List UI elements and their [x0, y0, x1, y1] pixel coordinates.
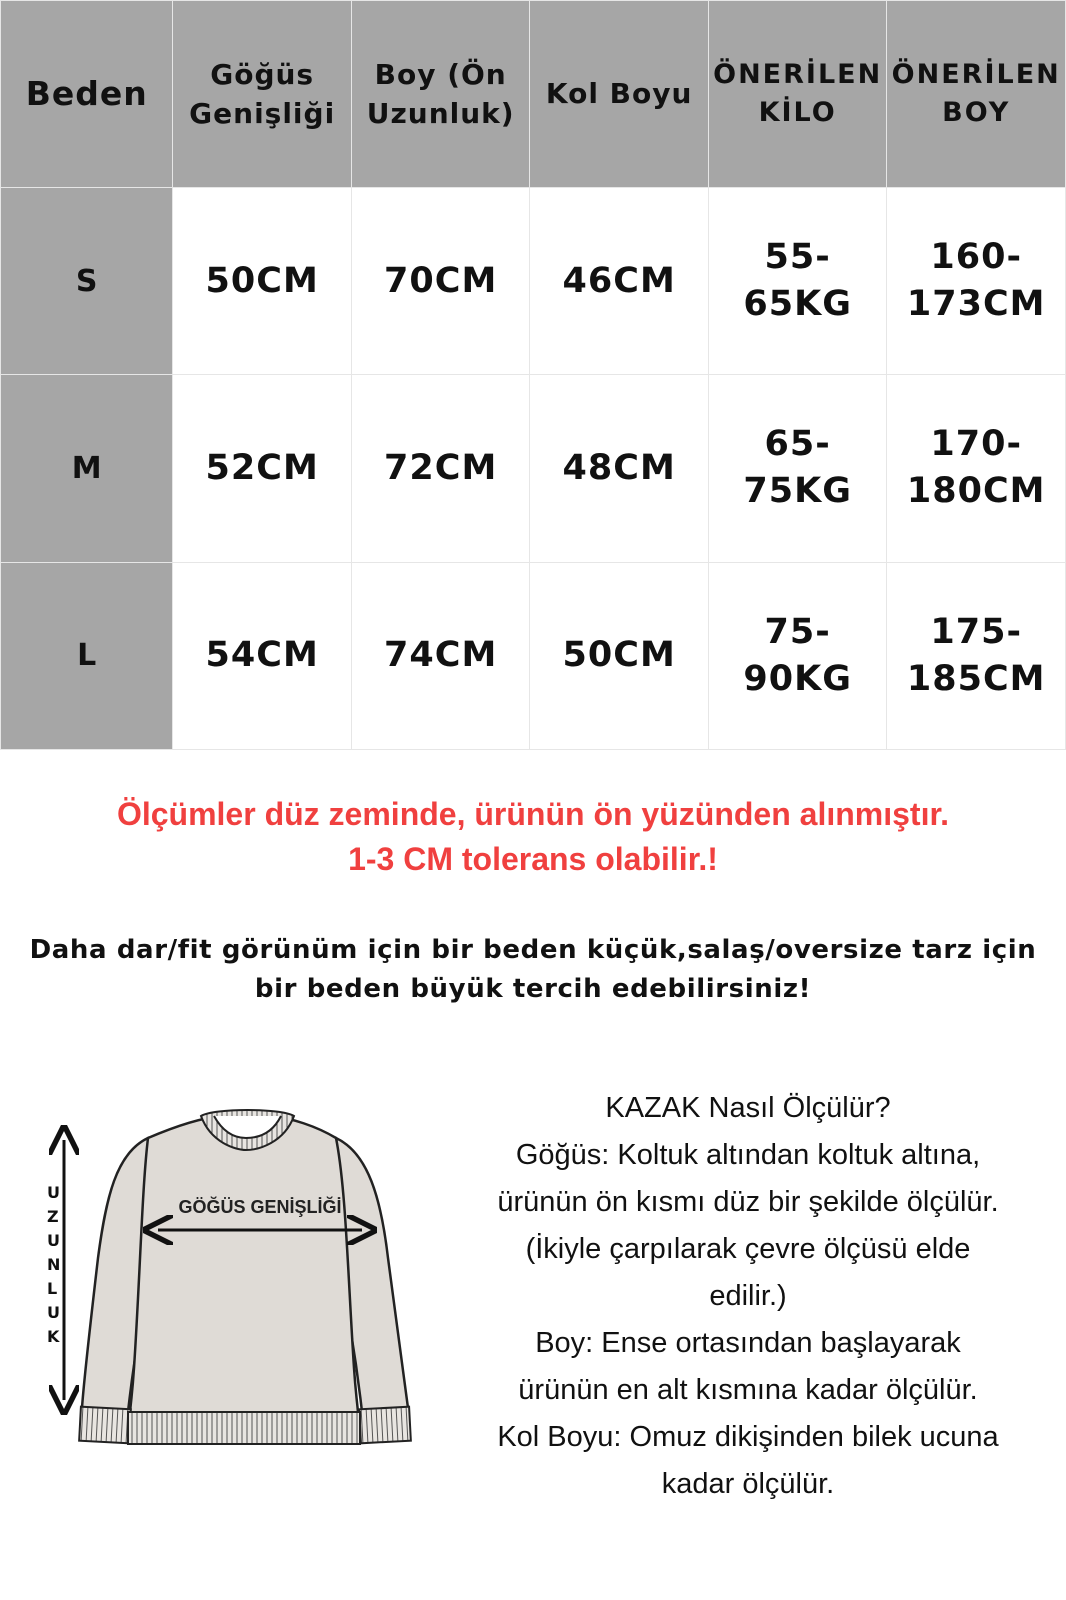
header-beden: Beden: [1, 1, 173, 188]
guide-line: Kol Boyu: Omuz dikişinden bilek ucuna: [497, 1421, 999, 1453]
guide-line: edilir.): [709, 1280, 787, 1312]
size-label: S: [1, 188, 173, 375]
size-chart-table: [0, 0, 1066, 750]
chest-value: 54CM: [173, 562, 352, 749]
header-boy: Boy (Ön Uzunluk): [351, 1, 530, 188]
table-header-row: [1, 1, 1066, 188]
table-row: [1, 188, 1066, 375]
height-value: 160- 173CM: [887, 188, 1066, 375]
guide-line: Boy: Ense ortasından başlayarak: [535, 1327, 961, 1359]
sleeve-value: 46CM: [530, 188, 709, 375]
guide-line: kadar ölçülür.: [661, 1468, 835, 1500]
fit-advice: [0, 931, 1066, 1009]
disclaimer-line-2: 1-3 CM tolerans olabilir.!: [348, 841, 718, 877]
table-row: [1, 375, 1066, 562]
sleeve-value: 50CM: [530, 562, 709, 749]
height-value: 175- 185CM: [887, 562, 1066, 749]
size-label: M: [1, 375, 173, 562]
height-value: 170- 180CM: [887, 375, 1066, 562]
length-label-letter: U: [47, 1183, 60, 1202]
length-label-letter: Z: [47, 1207, 59, 1226]
left-cuff: [79, 1407, 131, 1444]
measurement-disclaimer: [0, 792, 1066, 882]
right-cuff: [359, 1407, 411, 1444]
guide-title: KAZAK Nasıl Ölçülür?: [605, 1092, 891, 1124]
header-gogus-genisligi: Göğüs Genişliği: [173, 1, 352, 188]
length-label: [47, 1183, 60, 1346]
sweater-body: [130, 1116, 358, 1414]
chest-width-label: GÖĞÜS GENİŞLİĞİ: [178, 1197, 342, 1217]
chest-value: 52CM: [173, 375, 352, 562]
header-onerilen-kilo: ÖNERİLEN KİLO: [708, 1, 887, 188]
length-label-letter: U: [47, 1303, 60, 1322]
weight-value: 65- 75KG: [708, 375, 887, 562]
sleeve-value: 48CM: [530, 375, 709, 562]
length-label-letter: L: [47, 1279, 58, 1298]
fit-advice-line-1: Daha dar/fit görünüm için bir beden küçük,salaş/oversize tarz için: [29, 935, 1037, 965]
guide-line: (İkiyle çarpılarak çevre ölçüsü elde: [525, 1233, 971, 1265]
chest-value: 50CM: [173, 188, 352, 375]
sweater-diagram: [36, 1108, 456, 1508]
guide-line: ürünün en alt kısmına kadar ölçülür.: [518, 1374, 978, 1406]
disclaimer-line-1: Ölçümler düz zeminde, ürünün ön yüzünden alınmıştır.: [116, 796, 950, 832]
weight-value: 75- 90KG: [708, 562, 887, 749]
table-row: [1, 562, 1066, 749]
length-label-letter: K: [47, 1327, 60, 1346]
size-label: L: [1, 562, 173, 749]
length-value: 70CM: [351, 188, 530, 375]
length-label-letter: N: [47, 1255, 61, 1274]
fit-advice-line-2: bir beden büyük tercih edebilirsiniz!: [254, 974, 812, 1004]
length-value: 72CM: [351, 375, 530, 562]
weight-value: 55- 65KG: [708, 188, 887, 375]
guide-line: ürünün ön kısmı düz bir şekilde ölçülür.: [497, 1186, 999, 1218]
guide-line: Göğüs: Koltuk altından koltuk altına,: [515, 1139, 981, 1171]
header-onerilen-boy: ÖNERİLEN BOY: [887, 1, 1066, 188]
waistband-rib: [128, 1412, 360, 1444]
length-value: 74CM: [351, 562, 530, 749]
length-label-letter: U: [47, 1231, 60, 1250]
measurement-guide: [448, 1085, 1048, 1508]
header-kol-boyu: Kol Boyu: [530, 1, 709, 188]
